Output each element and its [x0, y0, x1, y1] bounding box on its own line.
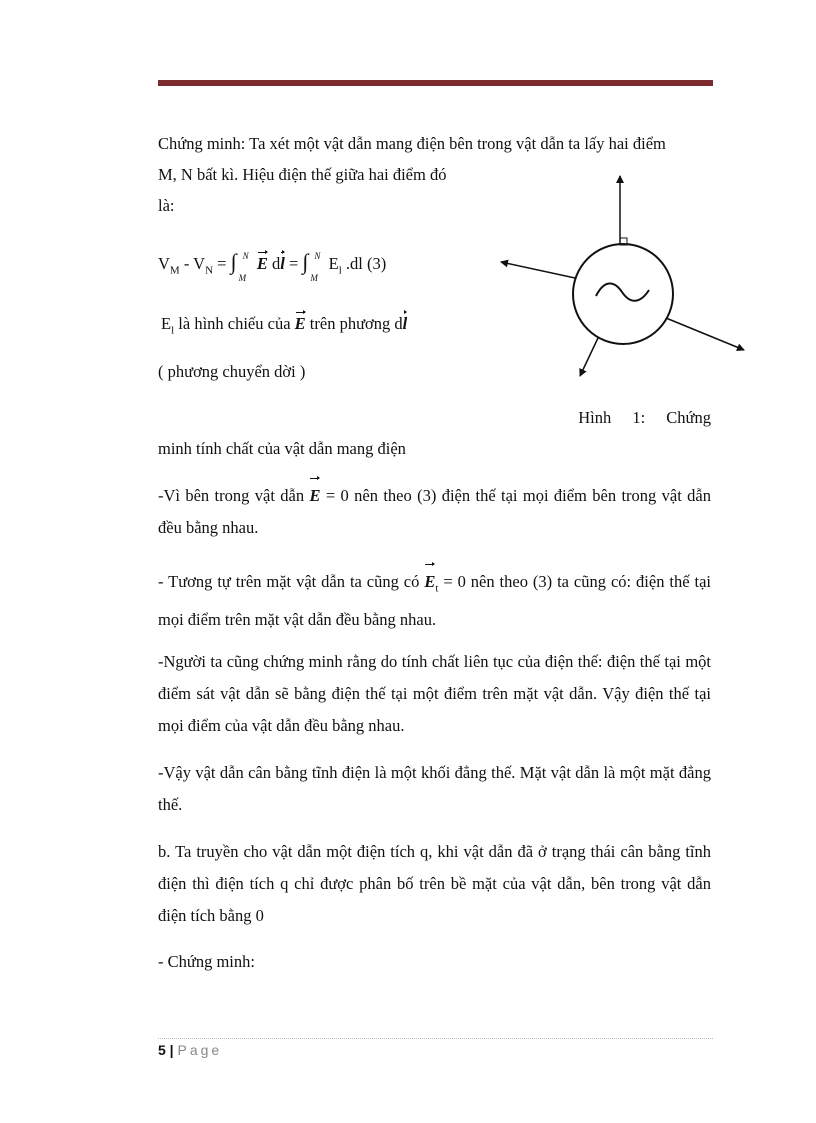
paragraph: b. Ta truyền cho vật dẫn một điện tích q, khi vật dẫn đã ở trạng thái cân bằng tĩnh điện thì điện tích q chỉ được phân bố trên bề mặt của vật dẫn, bên trong vật dẫn điện tích bằng 0 — [158, 842, 711, 925]
l-subscript: l — [338, 264, 342, 277]
integral-upper-limit: N — [314, 251, 321, 261]
integral-upper-limit: N — [242, 251, 249, 261]
figure-caption: Hình 1: Chứng — [578, 408, 711, 427]
footer-separator: | — [165, 1042, 178, 1058]
paragraph-text: = 0 nên theo (3) ta cũng có: điện thế tại mọi điểm trên mặt vật dẫn đều bằng nhau. — [158, 572, 711, 630]
paragraph-text: - Tương tự trên mặt vật dẫn ta cũng có — [158, 572, 425, 591]
field-arrow-left — [501, 262, 575, 278]
paragraph — [158, 480, 711, 544]
integral-lower-limit: M — [238, 273, 247, 283]
integral-icon: ∫ N M — [231, 252, 249, 272]
paragraph-text: -Vì bên trong vật dẫn — [158, 486, 310, 505]
paragraph-line: Chứng minh: Ta xét một vật dẫn mang điện bên trong vật dẫn ta lấy hai điểm — [158, 134, 666, 153]
vector-e: E — [256, 254, 268, 273]
equals-sign: = — [284, 254, 303, 273]
paragraph-line: M, N bất kì. Hiệu điện thế giữa hai điểm đó — [158, 165, 447, 184]
m-subscript: M — [169, 264, 180, 277]
wave-symbol — [596, 283, 649, 300]
projection-text: là hình chiếu của — [174, 314, 295, 333]
page-label: Page — [177, 1042, 223, 1058]
page-footer — [158, 1042, 222, 1058]
footer-rule — [158, 1038, 713, 1039]
vector-e-tangential: E — [424, 566, 435, 598]
projection-text: trên phương d — [305, 314, 403, 333]
formula-rest: .dl (3) — [341, 254, 387, 273]
integral-lower-limit: M — [310, 273, 318, 283]
t-subscript: t — [435, 582, 439, 595]
figure-caption-continuation: minh tính chất của vật dẫn mang điện — [158, 439, 406, 458]
header-rule — [158, 80, 713, 86]
paragraph: -Vậy vật dẫn cân bằng tĩnh điện là một khối đẳng thế. Mặt vật dẫn là một mặt đẳng thế. — [158, 763, 711, 814]
el-symbol: E — [161, 314, 172, 333]
projection-line — [161, 314, 407, 340]
field-arrow-down — [580, 338, 598, 376]
l-subscript: l — [171, 324, 175, 337]
paragraph-line: là: — [158, 196, 175, 215]
vector-l: l — [402, 314, 408, 333]
paragraph: -Người ta cũng chứng minh rằng do tính chất liên tục của điện thế: điện thế tại một điểm sát vật dẫn sẽ bằng điện thế tại một điểm trên mặt vật dẫn. Vậy điện thế tại mọi điểm của vật dẫn đều bằng nhau. — [158, 652, 711, 735]
el-symbol: E — [328, 254, 339, 273]
paragraph-line: ( phương chuyển dời ) — [158, 362, 306, 381]
equals-sign: = — [213, 254, 231, 273]
vector-e: E — [309, 480, 320, 512]
vector-e: E — [294, 314, 306, 333]
paragraph — [158, 566, 711, 636]
paragraph-line: - Chứng minh: — [158, 952, 255, 971]
potential-difference-formula — [158, 249, 387, 283]
page-number: 5 — [158, 1042, 166, 1058]
integral-icon: ∫ N M — [302, 252, 320, 272]
conductor-figure — [500, 172, 760, 382]
vector-l: l — [280, 254, 285, 273]
v-symbol: V — [158, 254, 170, 273]
field-arrow-right — [666, 318, 744, 350]
paragraph-text: = 0 nên theo (3) điện thế tại mọi điểm bên trong vật dẫn đều bằng nhau. — [158, 486, 711, 537]
n-subscript: N — [205, 264, 214, 277]
differential: d — [271, 254, 281, 273]
v-symbol: - V — [179, 254, 206, 273]
